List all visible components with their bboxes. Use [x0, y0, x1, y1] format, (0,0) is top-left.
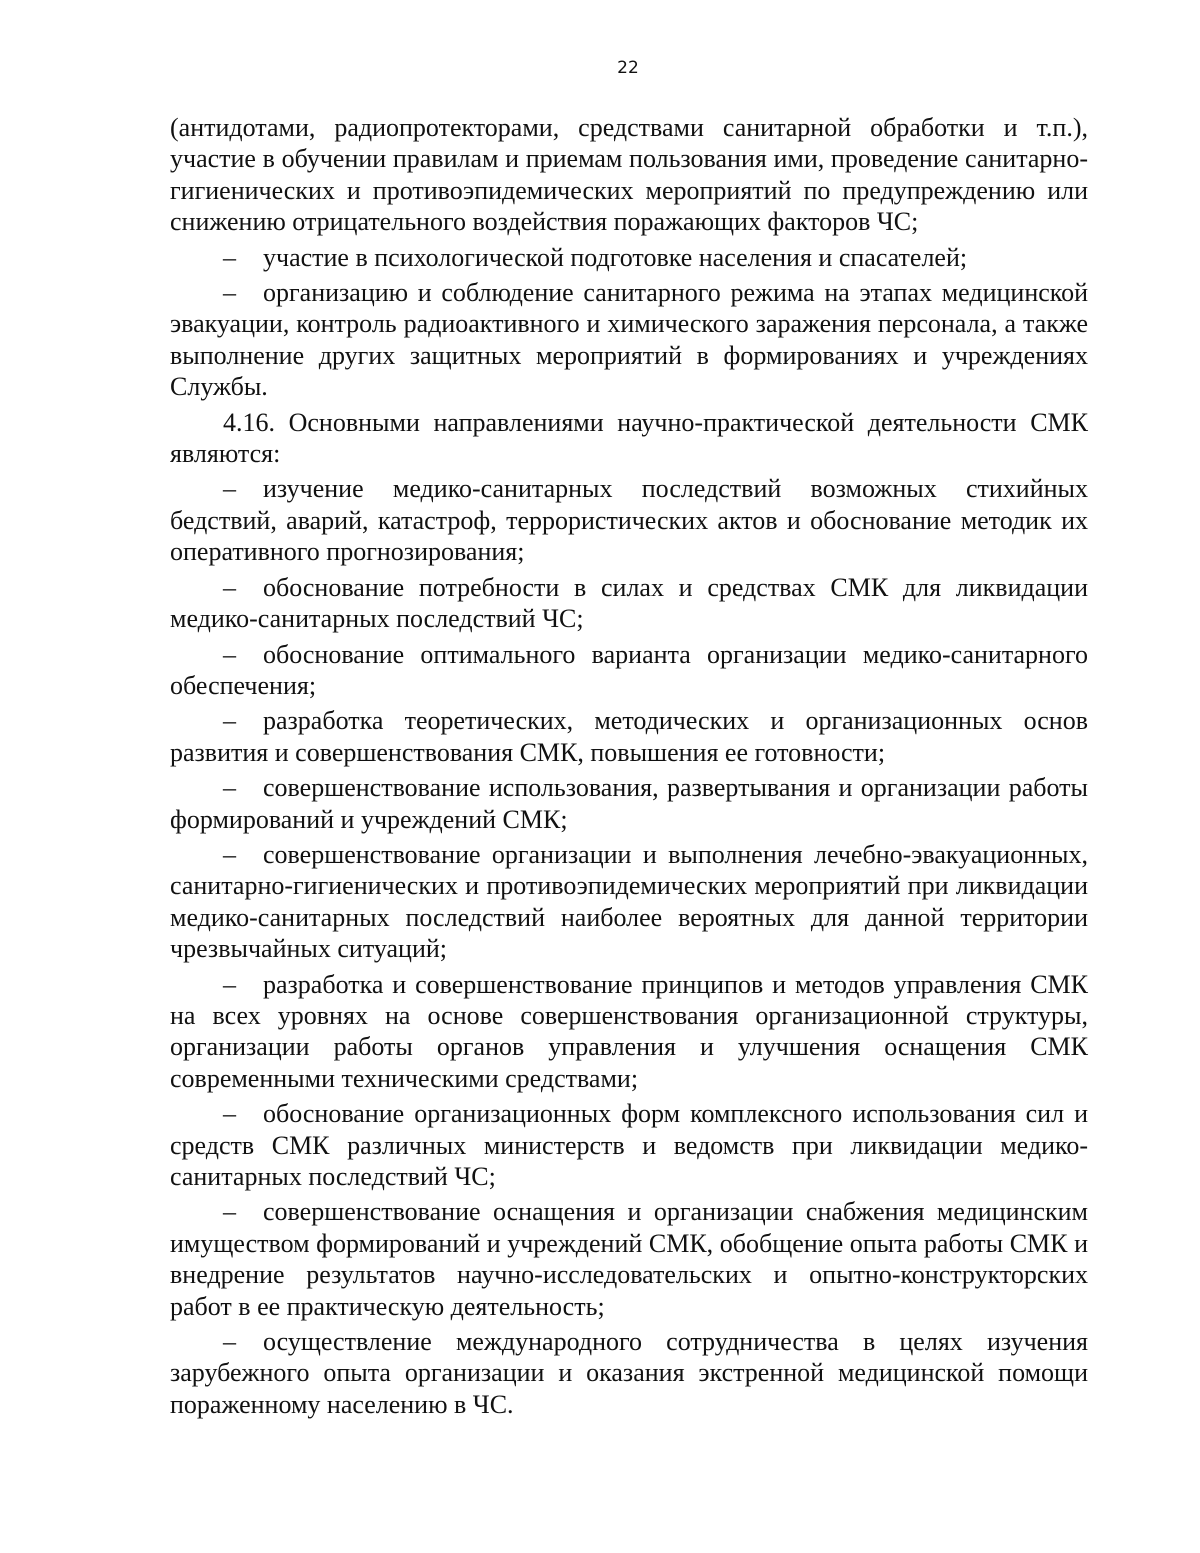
list-item-text: обоснование оптимального варианта организации медико-санитарного обеспечения;	[170, 639, 1088, 700]
dash-marker: –	[223, 773, 236, 803]
list-item	[170, 1098, 1088, 1192]
page-number: 22	[617, 58, 639, 78]
dash-marker: –	[223, 969, 236, 999]
list-item	[170, 772, 1088, 835]
page-body	[170, 112, 1088, 1424]
dash-marker: –	[223, 474, 236, 504]
list-item-text: обоснование потребности в силах и средствах СМК для ликвидации медико-санитарных последствий ЧС;	[170, 572, 1088, 634]
dash-marker: –	[223, 242, 236, 272]
list-item	[170, 277, 1088, 403]
list-item	[170, 639, 1088, 702]
list-item-text: обоснование организационных форм комплексного использования сил и средств СМК различных министерств и ведомств при ликвидации медико-санитарных последствий ЧС;	[170, 1099, 1088, 1191]
list-item-text: участие в психологической подготовке населения и спасателей;	[263, 242, 968, 272]
dash-marker: –	[223, 839, 236, 869]
dash-marker: –	[223, 706, 236, 736]
list-item	[170, 1326, 1088, 1420]
section-paragraph	[170, 407, 1088, 470]
paragraph-text: (антидотами, радиопротекторами, средствами санитарной обработки и т.п.), участие в обучении правилам и приемам пользования ими, проведение санитарно-гигиенических и противоэпидемических мероприятий по предупреждению или снижению отрицательного воздействия поражающих факторов ЧС;	[170, 113, 1088, 237]
list-item-text: совершенствование использования, развертывания и организации работы формирований и учреждений СМК;	[170, 773, 1088, 834]
list-item-text: изучение медико-санитарных последствий возможных стихийных бедствий, аварий, катастроф, террористических актов и обоснование методик их оперативного прогнозирования;	[170, 474, 1088, 567]
list-item	[170, 572, 1088, 635]
dash-marker: –	[223, 572, 236, 602]
list-item-text: разработка и совершенствование принципов и методов управления СМК на всех уровнях на основе совершенствования организационной структуры, организации работы органов управления и улучшения оснащения СМК современными техническими средствами;	[170, 969, 1088, 1093]
list-item	[170, 705, 1088, 768]
paragraph-text: 4.16. Основными направлениями научно-практической деятельности СМК являются:	[170, 407, 1088, 469]
list-item-text: организацию и соблюдение санитарного режима на этапах медицинской эвакуации, контроль радиоактивного и химического заражения персонала, а также выполнение других защитных мероприятий в формированиях и учреждениях Службы.	[170, 278, 1088, 402]
list-item	[170, 242, 1088, 273]
list-item-text: совершенствование организации и выполнения лечебно-эвакуационных, санитарно-гигиенических и противоэпидемических мероприятий при ликвидации медико-санитарных последствий наиболее вероятных для данной территории чрезвычайных ситуаций;	[170, 839, 1088, 964]
list-item-text: осуществление международного сотрудничества в целях изучения зарубежного опыта организации и оказания экстренной медицинской помощи пораженному населению в ЧС.	[170, 1327, 1088, 1419]
dash-marker: –	[223, 639, 236, 669]
list-item-text: совершенствование оснащения и организации снабжения медицинским имуществом формирований и учреждений СМК, обобщение опыта работы СМК и внедрение результатов научно-исследовательских и опытно-конструкторских работ в ее практическую деятельность;	[170, 1197, 1088, 1321]
list-item	[170, 473, 1088, 567]
list-item	[170, 1196, 1088, 1322]
list-item	[170, 969, 1088, 1095]
dash-marker: –	[223, 278, 236, 308]
list-item-text: разработка теоретических, методических и организационных основ развития и совершенствования СМК, повышения ее готовности;	[170, 706, 1088, 767]
list-item	[170, 839, 1088, 965]
dash-marker: –	[223, 1099, 236, 1129]
dash-marker: –	[223, 1327, 236, 1357]
paragraph-continuation	[170, 112, 1088, 238]
dash-marker: –	[223, 1197, 236, 1227]
